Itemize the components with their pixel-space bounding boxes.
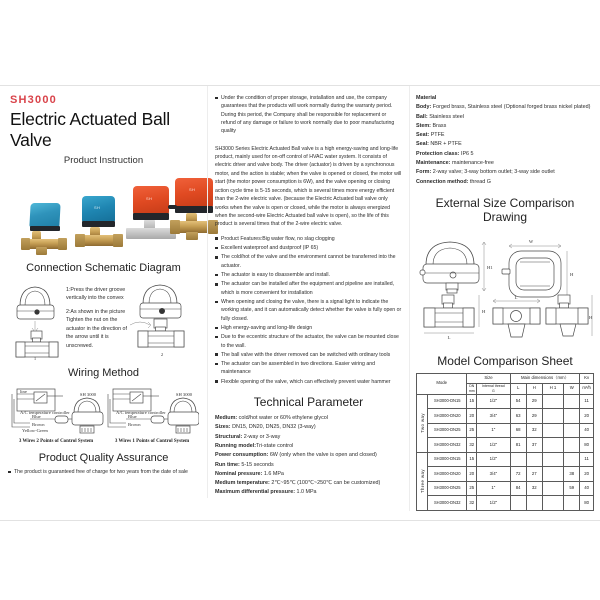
spec-label: Medium temperature: bbox=[215, 480, 270, 487]
cell-h: 29 bbox=[526, 409, 542, 424]
svg-text:Brown: Brown bbox=[128, 422, 141, 427]
cell-h1 bbox=[542, 423, 563, 438]
cell-h1 bbox=[542, 481, 563, 496]
table-row bbox=[417, 467, 594, 482]
spec-value: PTFE bbox=[430, 132, 445, 139]
spec-value: Forged brass, Stainless steel (Optional forged brass nickel plated) bbox=[432, 104, 591, 111]
spec-value: Stainless steel bbox=[429, 113, 464, 120]
spec-value: NBR + PTFE bbox=[430, 141, 462, 148]
cell-dn: 25 bbox=[467, 481, 477, 496]
th-mode: Mode bbox=[417, 373, 467, 394]
quality-assurance-heading: Product Quality Assurance bbox=[38, 452, 169, 464]
cell-h bbox=[526, 452, 542, 467]
cell-thread: 1" bbox=[477, 481, 511, 496]
connection-diagram bbox=[8, 278, 199, 360]
list-item: The cold/hot of the valve and the environment cannot be transferred into the actuator. bbox=[215, 253, 402, 270]
list-item: The actuator is easy to disassemble and install. bbox=[215, 271, 402, 279]
cell-model: SH3000-DN20 bbox=[428, 467, 467, 482]
wiring-diagram-b bbox=[108, 389, 199, 444]
spec-row bbox=[416, 178, 594, 187]
svg-text:H: H bbox=[482, 308, 486, 314]
cell-h1 bbox=[542, 496, 563, 511]
drawing-two-way-valve bbox=[424, 295, 486, 340]
th-w: W bbox=[564, 383, 580, 394]
wiring-diagram bbox=[8, 383, 199, 445]
cell-thread: 1/2" bbox=[477, 438, 511, 453]
cell-h bbox=[526, 496, 542, 511]
cell-h1 bbox=[542, 467, 563, 482]
spec-label: Nominal pressure: bbox=[215, 470, 263, 477]
svg-text:Brown: Brown bbox=[32, 422, 45, 427]
middle-column bbox=[207, 86, 409, 498]
th-h1: H 1 bbox=[542, 383, 563, 394]
list-item: Product Features:Big water flow, no slag clogging bbox=[215, 235, 402, 243]
cell-l: 84 bbox=[510, 481, 526, 496]
cell-kv: 40 bbox=[580, 481, 594, 496]
list-item: When opening and closing the valve, there is a signal light to indicate the working state, and it can automatically detect whether the valve is fully open or fully closed. bbox=[215, 298, 402, 323]
cell-thread: 3/4" bbox=[477, 467, 511, 482]
spec-row bbox=[416, 131, 594, 140]
cell-w bbox=[564, 452, 580, 467]
spec-value: 2-way or 3-way bbox=[243, 433, 281, 440]
table-row bbox=[417, 394, 594, 409]
cell-l: 72 bbox=[510, 467, 526, 482]
cell-model: SH3000-DN32 bbox=[428, 438, 467, 453]
wiring-diagram-a bbox=[12, 389, 103, 444]
svg-text:H: H bbox=[570, 271, 574, 277]
th-kv-unit: m³/h bbox=[580, 383, 594, 394]
cell-h1 bbox=[542, 409, 563, 424]
cell-w: 59 bbox=[564, 481, 580, 496]
cell-h1 bbox=[542, 452, 563, 467]
group-label-two-way bbox=[417, 394, 428, 452]
svg-text:H1: H1 bbox=[487, 264, 493, 270]
spec-row bbox=[416, 168, 594, 177]
spec-label: Maximum differential pressure: bbox=[215, 489, 295, 496]
cell-h1 bbox=[542, 438, 563, 453]
cell-h: 32 bbox=[526, 423, 542, 438]
cell-kv: 20 bbox=[580, 467, 594, 482]
th-l: L bbox=[510, 383, 526, 394]
cell-w bbox=[564, 438, 580, 453]
cell-dn: 20 bbox=[467, 409, 477, 424]
table-row bbox=[417, 452, 594, 467]
spec-value: Tri-state control bbox=[256, 442, 294, 449]
th-dn-unit: mm bbox=[468, 388, 475, 393]
drawing-three-way-side bbox=[546, 295, 593, 336]
material-heading: Material bbox=[416, 95, 437, 101]
cell-model: SH3000-DN15 bbox=[428, 394, 467, 409]
cell-w bbox=[564, 496, 580, 511]
cell-l: 63 bbox=[510, 409, 526, 424]
spec-row bbox=[416, 150, 594, 159]
spec-value: Brass bbox=[432, 122, 447, 129]
page-title: Electric Actuated Ball Valve bbox=[10, 109, 170, 150]
spec-value: IP6 5 bbox=[460, 150, 474, 157]
svg-text:W: W bbox=[528, 238, 534, 244]
spec-label: Body: bbox=[416, 104, 432, 111]
cell-l: 81 bbox=[510, 438, 526, 453]
warranty-statement: Under the condition of proper storage, installation and use, the company guarantees that the products will work normally during the warranty period. During this period, the Company shall be responsible for replacement or refund of any damage or failure to work normally due to poor manufacturing quality bbox=[215, 94, 402, 136]
svg-text:Blue: Blue bbox=[32, 414, 41, 419]
cell-model: SH3000-DN20 bbox=[428, 409, 467, 424]
technical-parameter-list bbox=[215, 414, 402, 498]
external-size-drawing bbox=[416, 229, 594, 351]
wiring-caption-b: 3 Wires 1 Points of Control System bbox=[114, 439, 190, 444]
spec-label: Seat: bbox=[416, 132, 430, 139]
cell-kv: 40 bbox=[580, 423, 594, 438]
cell-w bbox=[564, 394, 580, 409]
svg-text:Blue: Blue bbox=[128, 414, 137, 419]
cell-dn: 32 bbox=[467, 438, 477, 453]
valve-body-figure-2 bbox=[130, 319, 184, 357]
wiring-inner-label-b: SH 3000 bbox=[175, 392, 193, 397]
cell-kv: 80 bbox=[580, 496, 594, 511]
th-size: Size bbox=[467, 373, 510, 383]
list-item: The ball valve with the driver removed can be switched with ordinary tools bbox=[215, 351, 402, 359]
datasheet-page bbox=[0, 85, 600, 521]
spec-row bbox=[215, 433, 402, 442]
cell-h: 27 bbox=[526, 467, 542, 482]
spec-row bbox=[416, 113, 594, 122]
th-thread-label: Internal thread bbox=[482, 383, 505, 388]
list-item: Excellent waterproof and dustproof (IP 65) bbox=[215, 244, 402, 252]
table-row bbox=[417, 409, 594, 424]
spec-row bbox=[215, 461, 402, 470]
cell-thread: 1" bbox=[477, 423, 511, 438]
cell-l bbox=[510, 496, 526, 511]
spec-value: 1.0 MPa bbox=[296, 489, 317, 496]
wiring-caption-a: 3 Wires 2 Points of Control System bbox=[18, 439, 94, 444]
cell-model: SH3000-DN32 bbox=[428, 496, 467, 511]
group-label-text: Two way bbox=[419, 412, 425, 433]
spec-label: Running model: bbox=[215, 442, 257, 449]
figure-label-2: 2 bbox=[160, 352, 164, 357]
table-row bbox=[417, 496, 594, 511]
th-kv: Kv bbox=[580, 373, 594, 383]
spec-label: Connection method: bbox=[416, 178, 469, 185]
wiring-inner-label-a: SH 3000 bbox=[79, 392, 97, 397]
spec-value: 1.6 MPa bbox=[263, 470, 284, 477]
svg-text:line: line bbox=[20, 389, 27, 394]
spec-label: Protection class: bbox=[416, 150, 460, 157]
th-thread-unit: G bbox=[492, 388, 495, 393]
cell-w bbox=[564, 423, 580, 438]
spec-row bbox=[215, 414, 402, 423]
svg-text:H: H bbox=[589, 314, 593, 320]
cell-thread: 1/2" bbox=[477, 394, 511, 409]
cell-w: 38 bbox=[564, 467, 580, 482]
spec-row bbox=[215, 470, 402, 479]
product-photo-group: SH SH SH bbox=[8, 169, 199, 255]
cell-dn: 20 bbox=[467, 467, 477, 482]
table-header bbox=[417, 373, 594, 394]
table-body bbox=[417, 394, 594, 510]
spec-value: 6W (only when the valve is open and closed) bbox=[269, 452, 377, 459]
table-row bbox=[417, 423, 594, 438]
connection-note-2: 2:As shown in the picture Tighten the nut on the actuator in the direction of the arrow until it is unscrewed. bbox=[66, 309, 127, 349]
spec-label: Stem: bbox=[416, 122, 431, 129]
page-subtitle: Product Instruction bbox=[63, 155, 144, 166]
cell-dn: 25 bbox=[467, 423, 477, 438]
cell-dn: 15 bbox=[467, 394, 477, 409]
figure-label-1: 1 bbox=[33, 356, 37, 360]
cell-model: SH3000-DN25 bbox=[428, 481, 467, 496]
connection-diagram-heading: Connection Schematic Diagram bbox=[26, 262, 181, 274]
cell-thread: 3/4" bbox=[477, 409, 511, 424]
actuator-figure-1 bbox=[17, 287, 54, 332]
cell-dn: 15 bbox=[467, 452, 477, 467]
list-item: The actuator can be assembled in two directions. Easier wiring and maintenance bbox=[215, 360, 402, 377]
spec-value: cold/hot water or 60% ethylene glycol bbox=[238, 415, 328, 422]
wiring-method-heading: Wiring Method bbox=[68, 367, 139, 379]
cell-kv: 11 bbox=[580, 394, 594, 409]
quality-assurance-text: The product is guaranteed free of charge for two years from the date of sale bbox=[8, 468, 199, 476]
product-intro: SH3000 Series Electric Actuated Ball valve is a high energy-saving and long-life product, mainly used for on-off control of HVAC water system. It consists of electric driver and valve body. The driver (actuator) is driven by a synchronous motor, and the action is stable; when the valve is opened or closed, the motor will start (the motor power consumption is 6W), and the valve opening or closing action cycle time is 5-15 seconds, which is several times more energy efficient than the 2-wire electric valve. (because the Electric Actuated ball valve only works when the valve is open or closed, while the motor is always energized when the second-wire Electric Actuated ball valve is open), so the life of this product is several times that of the 2-wire electric valve. bbox=[215, 145, 402, 228]
spec-label: Form: bbox=[416, 169, 432, 176]
th-dn bbox=[467, 383, 477, 394]
spec-row bbox=[215, 423, 402, 432]
model-code: SH3000 bbox=[10, 94, 57, 106]
valve-body-figure-1 bbox=[16, 331, 58, 360]
cell-l: 54 bbox=[510, 394, 526, 409]
model-comparison-table bbox=[416, 373, 594, 511]
spec-value: maintenance-free bbox=[451, 160, 494, 167]
spec-row bbox=[416, 159, 594, 168]
cell-model: SH3000-DN15 bbox=[428, 452, 467, 467]
cell-dn: 32 bbox=[467, 496, 477, 511]
spec-row bbox=[215, 451, 402, 460]
cell-h1 bbox=[542, 394, 563, 409]
cell-l bbox=[510, 452, 526, 467]
svg-text:Yellow-Green: Yellow-Green bbox=[22, 428, 48, 433]
external-drawing-heading: External Size Comparison Drawing bbox=[435, 195, 575, 224]
drawing-top-view bbox=[502, 239, 574, 297]
spec-label: Ball: bbox=[416, 113, 428, 120]
svg-text:L: L bbox=[447, 334, 451, 340]
th-thread bbox=[477, 383, 511, 394]
list-item: Due to the eccentric structure of the actuator, the valve can be mounted close to the wall. bbox=[215, 333, 402, 350]
spec-value: thread G bbox=[469, 178, 491, 185]
spec-value: 2℃~95℃ (100℃~250℃ can be customized) bbox=[271, 480, 381, 487]
feature-list bbox=[215, 235, 402, 386]
list-item: Flexible opening of the valve, which can effectively prevent water hammer bbox=[215, 378, 402, 386]
spec-label: Medium: bbox=[215, 415, 238, 422]
spec-label: Seal: bbox=[416, 141, 429, 148]
model-comparison-heading: Model Comparison Sheet bbox=[437, 353, 573, 368]
spec-value: DN15, DN20, DN25, DN32 (3-way) bbox=[232, 424, 316, 431]
spec-value: 5-15 seconds bbox=[241, 461, 274, 468]
cell-w bbox=[564, 409, 580, 424]
svg-text:A/C temperature controller: A/C temperature controller bbox=[20, 410, 70, 415]
connection-note-1: 1:Press the driver groove vertically into the convex bbox=[66, 287, 126, 302]
right-column bbox=[409, 86, 600, 511]
spec-row bbox=[215, 442, 402, 451]
th-dimensions: Main dimensions（mm） bbox=[510, 373, 580, 383]
material-list bbox=[416, 103, 594, 187]
th-h: H bbox=[526, 383, 542, 394]
svg-text:A/C temperature controller: A/C temperature controller bbox=[116, 410, 166, 415]
list-item: The actuator can be installed after the equipment and pipeline are installed, which is more convenient for installation bbox=[215, 280, 402, 297]
list-item: High energy-saving and long-life design bbox=[215, 324, 402, 332]
left-column bbox=[0, 86, 207, 477]
cell-model: SH3000-DN25 bbox=[428, 423, 467, 438]
spec-label: Maintenance: bbox=[416, 160, 451, 167]
cell-kv: 11 bbox=[580, 452, 594, 467]
spec-label: Power consumption: bbox=[215, 452, 269, 459]
table-row bbox=[417, 481, 594, 496]
spec-label: Structural: bbox=[215, 433, 243, 440]
cell-thread: 1/2" bbox=[477, 496, 511, 511]
spec-row bbox=[215, 479, 402, 488]
spec-row bbox=[416, 103, 594, 112]
drawing-side-view bbox=[420, 242, 493, 293]
spec-row bbox=[215, 488, 402, 497]
cell-h: 29 bbox=[526, 394, 542, 409]
drawing-three-way-bottom bbox=[493, 295, 540, 337]
svg-text:L: L bbox=[514, 294, 518, 300]
cell-h: 37 bbox=[526, 438, 542, 453]
spec-label: Sizes: bbox=[215, 424, 231, 431]
table-row bbox=[417, 438, 594, 453]
actuator-figure-2 bbox=[140, 285, 181, 318]
cell-h: 32 bbox=[526, 481, 542, 496]
spec-label: Run time: bbox=[215, 461, 240, 468]
group-label-three-way bbox=[417, 452, 428, 510]
cell-kv: 20 bbox=[580, 409, 594, 424]
th-dn-label: DN bbox=[469, 383, 475, 388]
cell-l: 68 bbox=[510, 423, 526, 438]
cell-kv: 80 bbox=[580, 438, 594, 453]
spec-value: 2-way valve; 3-way bottom outlet; 3-way side outlet bbox=[432, 169, 555, 176]
spec-row bbox=[416, 140, 594, 149]
cell-thread: 1/2" bbox=[477, 452, 511, 467]
technical-parameter-heading: Technical Parameter bbox=[253, 395, 364, 410]
group-label-text: Three way bbox=[419, 468, 425, 493]
spec-row bbox=[416, 122, 594, 131]
